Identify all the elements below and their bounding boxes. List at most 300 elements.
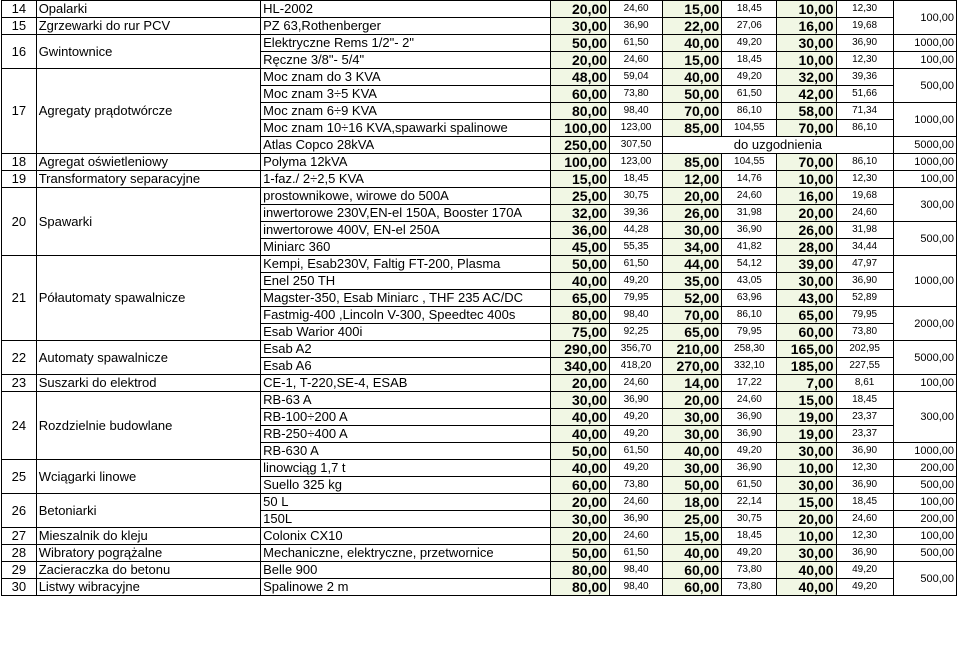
price-3-gross: 31,98 bbox=[836, 222, 893, 239]
price-1-gross: 98,40 bbox=[610, 103, 663, 120]
price-2-net: 44,00 bbox=[663, 256, 722, 273]
category-name: Gwintownice bbox=[36, 35, 260, 69]
price-3-net: 65,00 bbox=[777, 307, 836, 324]
price-2-gross: 31,98 bbox=[722, 205, 777, 222]
price-3-net: 19,00 bbox=[777, 409, 836, 426]
equipment-description: inwertorowe 400V, EN-el 250A bbox=[261, 222, 551, 239]
price-2-gross: 63,96 bbox=[722, 290, 777, 307]
price-3-net: 70,00 bbox=[777, 154, 836, 171]
price-3-net: 30,00 bbox=[777, 35, 836, 52]
price-1-net: 100,00 bbox=[550, 120, 609, 137]
price-2-gross: 22,14 bbox=[722, 494, 777, 511]
price-2-net: 15,00 bbox=[663, 1, 722, 18]
price-2-net: 35,00 bbox=[663, 273, 722, 290]
price-2-net: 30,00 bbox=[663, 409, 722, 426]
price-1-net: 30,00 bbox=[550, 392, 609, 409]
equipment-description: 150L bbox=[261, 511, 551, 528]
price-1-net: 40,00 bbox=[550, 426, 609, 443]
category-name: Agregat oświetleniowy bbox=[36, 154, 260, 171]
equipment-description: Fastmig-400 ,Lincoln V-300, Speedtec 400s bbox=[261, 307, 551, 324]
price-2-gross: 258,30 bbox=[722, 341, 777, 358]
price-3-gross: 12,30 bbox=[836, 528, 893, 545]
table-row bbox=[2, 18, 957, 35]
category-name: Zacieraczka do betonu bbox=[36, 562, 260, 579]
negotiable-note: do uzgodnienia bbox=[663, 137, 894, 154]
price-2-gross: 36,90 bbox=[722, 409, 777, 426]
category-name: Wibratory pogrążalne bbox=[36, 545, 260, 562]
deposit-amount: 100,00 bbox=[893, 528, 956, 545]
price-3-net: 42,00 bbox=[777, 86, 836, 103]
price-2-net: 50,00 bbox=[663, 86, 722, 103]
category-name: Listwy wibracyjne bbox=[36, 579, 260, 596]
price-3-gross: 49,20 bbox=[836, 562, 893, 579]
price-2-net: 34,00 bbox=[663, 239, 722, 256]
price-1-net: 80,00 bbox=[550, 579, 609, 596]
equipment-description: Colonix CX10 bbox=[261, 528, 551, 545]
price-3-gross: 52,89 bbox=[836, 290, 893, 307]
equipment-description: CE-1, T-220,SE-4, ESAB bbox=[261, 375, 551, 392]
deposit-amount: 100,00 bbox=[893, 52, 956, 69]
table-row bbox=[2, 69, 957, 86]
price-3-net: 10,00 bbox=[777, 528, 836, 545]
category-name: Mieszalnik do kleju bbox=[36, 528, 260, 545]
price-3-gross: 18,45 bbox=[836, 494, 893, 511]
price-3-net: 7,00 bbox=[777, 375, 836, 392]
price-3-gross: 49,20 bbox=[836, 579, 893, 596]
equipment-description: Elektryczne Rems 1/2"- 2" bbox=[261, 35, 551, 52]
table-row bbox=[2, 1, 957, 18]
price-3-net: 70,00 bbox=[777, 120, 836, 137]
price-2-gross: 73,80 bbox=[722, 562, 777, 579]
price-3-net: 28,00 bbox=[777, 239, 836, 256]
table-row bbox=[2, 188, 957, 205]
table-row bbox=[2, 562, 957, 579]
price-3-net: 15,00 bbox=[777, 494, 836, 511]
price-1-net: 20,00 bbox=[550, 494, 609, 511]
price-1-gross: 55,35 bbox=[610, 239, 663, 256]
deposit-amount: 100,00 bbox=[893, 171, 956, 188]
price-2-net: 18,00 bbox=[663, 494, 722, 511]
price-3-gross: 202,95 bbox=[836, 341, 893, 358]
equipment-description: prostownikowe, wirowe do 500A bbox=[261, 188, 551, 205]
price-1-gross: 24,60 bbox=[610, 375, 663, 392]
price-2-gross: 24,60 bbox=[722, 392, 777, 409]
price-2-gross: 332,10 bbox=[722, 358, 777, 375]
price-1-net: 45,00 bbox=[550, 239, 609, 256]
table-body bbox=[2, 1, 957, 596]
price-2-gross: 27,06 bbox=[722, 18, 777, 35]
deposit-amount: 500,00 bbox=[893, 69, 956, 103]
deposit-amount: 500,00 bbox=[893, 562, 956, 596]
price-3-net: 60,00 bbox=[777, 324, 836, 341]
price-1-net: 48,00 bbox=[550, 69, 609, 86]
row-number: 17 bbox=[2, 69, 37, 154]
price-1-net: 80,00 bbox=[550, 307, 609, 324]
price-1-net: 40,00 bbox=[550, 460, 609, 477]
price-3-gross: 23,37 bbox=[836, 409, 893, 426]
row-number: 26 bbox=[2, 494, 37, 528]
price-1-net: 50,00 bbox=[550, 443, 609, 460]
category-name: Betoniarki bbox=[36, 494, 260, 528]
equipment-description: RB-630 A bbox=[261, 443, 551, 460]
equipment-description: PZ 63,Rothenberger bbox=[261, 18, 551, 35]
price-1-net: 20,00 bbox=[550, 52, 609, 69]
price-2-gross: 18,45 bbox=[722, 52, 777, 69]
row-number: 30 bbox=[2, 579, 37, 596]
equipment-description: Kempi, Esab230V, Faltig FT-200, Plasma bbox=[261, 256, 551, 273]
price-1-net: 50,00 bbox=[550, 256, 609, 273]
price-2-net: 40,00 bbox=[663, 35, 722, 52]
price-3-net: 26,00 bbox=[777, 222, 836, 239]
price-1-gross: 61,50 bbox=[610, 545, 663, 562]
price-1-gross: 24,60 bbox=[610, 52, 663, 69]
equipment-description: Esab A2 bbox=[261, 341, 551, 358]
price-3-net: 20,00 bbox=[777, 511, 836, 528]
price-2-net: 85,00 bbox=[663, 120, 722, 137]
price-2-net: 26,00 bbox=[663, 205, 722, 222]
price-2-gross: 49,20 bbox=[722, 69, 777, 86]
price-1-net: 50,00 bbox=[550, 545, 609, 562]
equipment-description: 50 L bbox=[261, 494, 551, 511]
price-3-net: 30,00 bbox=[777, 545, 836, 562]
price-2-net: 70,00 bbox=[663, 307, 722, 324]
row-number: 27 bbox=[2, 528, 37, 545]
price-3-net: 165,00 bbox=[777, 341, 836, 358]
price-1-net: 60,00 bbox=[550, 86, 609, 103]
row-number: 14 bbox=[2, 1, 37, 18]
equipment-description: Mechaniczne, elektryczne, przetwornice bbox=[261, 545, 551, 562]
price-2-net: 270,00 bbox=[663, 358, 722, 375]
price-3-gross: 12,30 bbox=[836, 171, 893, 188]
price-1-gross: 98,40 bbox=[610, 562, 663, 579]
price-1-gross: 123,00 bbox=[610, 154, 663, 171]
price-3-net: 32,00 bbox=[777, 69, 836, 86]
price-3-gross: 51,66 bbox=[836, 86, 893, 103]
equipment-description: Moc znam 10÷16 KVA,spawarki spalinowe bbox=[261, 120, 551, 137]
price-2-net: 25,00 bbox=[663, 511, 722, 528]
price-2-gross: 104,55 bbox=[722, 120, 777, 137]
equipment-description: Enel 250 TH bbox=[261, 273, 551, 290]
price-3-net: 39,00 bbox=[777, 256, 836, 273]
price-3-gross: 19,68 bbox=[836, 18, 893, 35]
row-number: 28 bbox=[2, 545, 37, 562]
category-name: Wciągarki linowe bbox=[36, 460, 260, 494]
price-2-net: 85,00 bbox=[663, 154, 722, 171]
table-row bbox=[2, 35, 957, 52]
price-2-net: 40,00 bbox=[663, 545, 722, 562]
price-1-net: 36,00 bbox=[550, 222, 609, 239]
price-1-gross: 61,50 bbox=[610, 256, 663, 273]
price-3-gross: 71,34 bbox=[836, 103, 893, 120]
row-number: 19 bbox=[2, 171, 37, 188]
category-name: Agregaty prądotwórcze bbox=[36, 69, 260, 154]
table-row bbox=[2, 154, 957, 171]
price-3-net: 40,00 bbox=[777, 562, 836, 579]
deposit-amount: 500,00 bbox=[893, 545, 956, 562]
price-1-gross: 36,90 bbox=[610, 392, 663, 409]
deposit-amount: 100,00 bbox=[893, 494, 956, 511]
price-3-gross: 86,10 bbox=[836, 154, 893, 171]
rental-price-table bbox=[1, 0, 957, 596]
price-3-gross: 36,90 bbox=[836, 545, 893, 562]
table-row bbox=[2, 375, 957, 392]
price-3-net: 40,00 bbox=[777, 579, 836, 596]
price-2-gross: 36,90 bbox=[722, 460, 777, 477]
price-3-gross: 39,36 bbox=[836, 69, 893, 86]
table-row bbox=[2, 341, 957, 358]
price-3-net: 10,00 bbox=[777, 171, 836, 188]
deposit-amount: 200,00 bbox=[893, 511, 956, 528]
price-1-gross: 92,25 bbox=[610, 324, 663, 341]
price-2-gross: 73,80 bbox=[722, 579, 777, 596]
price-2-net: 40,00 bbox=[663, 69, 722, 86]
price-2-net: 52,00 bbox=[663, 290, 722, 307]
equipment-description: Ręczne 3/8"- 5/4" bbox=[261, 52, 551, 69]
deposit-amount: 300,00 bbox=[893, 188, 956, 222]
price-2-gross: 61,50 bbox=[722, 477, 777, 494]
price-3-gross: 24,60 bbox=[836, 205, 893, 222]
equipment-description: RB-100÷200 A bbox=[261, 409, 551, 426]
table-row bbox=[2, 460, 957, 477]
price-2-gross: 36,90 bbox=[722, 222, 777, 239]
price-3-gross: 18,45 bbox=[836, 392, 893, 409]
price-2-net: 60,00 bbox=[663, 579, 722, 596]
category-name: Zgrzewarki do rur PCV bbox=[36, 18, 260, 35]
price-2-net: 210,00 bbox=[663, 341, 722, 358]
table-row bbox=[2, 171, 957, 188]
equipment-description: Moc znam do 3 KVA bbox=[261, 69, 551, 86]
price-1-net: 20,00 bbox=[550, 375, 609, 392]
category-name: Opalarki bbox=[36, 1, 260, 18]
deposit-amount: 5000,00 bbox=[893, 137, 956, 154]
category-name: Transformatory separacyjne bbox=[36, 171, 260, 188]
price-2-gross: 49,20 bbox=[722, 443, 777, 460]
row-number: 16 bbox=[2, 35, 37, 69]
price-2-net: 65,00 bbox=[663, 324, 722, 341]
price-3-gross: 36,90 bbox=[836, 273, 893, 290]
equipment-description: 1-faz./ 2÷2,5 KVA bbox=[261, 171, 551, 188]
price-1-net: 250,00 bbox=[550, 137, 609, 154]
price-3-net: 30,00 bbox=[777, 273, 836, 290]
deposit-amount: 500,00 bbox=[893, 477, 956, 494]
price-3-gross: 19,68 bbox=[836, 188, 893, 205]
price-1-gross: 418,20 bbox=[610, 358, 663, 375]
price-3-net: 19,00 bbox=[777, 426, 836, 443]
price-3-net: 10,00 bbox=[777, 1, 836, 18]
price-2-gross: 79,95 bbox=[722, 324, 777, 341]
price-3-net: 10,00 bbox=[777, 52, 836, 69]
price-2-net: 22,00 bbox=[663, 18, 722, 35]
price-1-gross: 36,90 bbox=[610, 511, 663, 528]
price-2-net: 60,00 bbox=[663, 562, 722, 579]
price-3-net: 185,00 bbox=[777, 358, 836, 375]
price-2-net: 12,00 bbox=[663, 171, 722, 188]
price-1-net: 100,00 bbox=[550, 154, 609, 171]
price-2-gross: 18,45 bbox=[722, 528, 777, 545]
price-1-gross: 49,20 bbox=[610, 460, 663, 477]
price-1-net: 40,00 bbox=[550, 273, 609, 290]
deposit-amount: 1000,00 bbox=[893, 35, 956, 52]
deposit-amount: 1000,00 bbox=[893, 256, 956, 307]
price-3-gross: 47,97 bbox=[836, 256, 893, 273]
price-2-net: 70,00 bbox=[663, 103, 722, 120]
price-2-gross: 41,82 bbox=[722, 239, 777, 256]
price-1-gross: 61,50 bbox=[610, 443, 663, 460]
equipment-description: Magster-350, Esab Miniarc , THF 235 AC/DC bbox=[261, 290, 551, 307]
price-3-gross: 36,90 bbox=[836, 477, 893, 494]
price-3-net: 15,00 bbox=[777, 392, 836, 409]
price-1-net: 60,00 bbox=[550, 477, 609, 494]
category-name: Automaty spawalnicze bbox=[36, 341, 260, 375]
price-1-net: 15,00 bbox=[550, 171, 609, 188]
row-number: 21 bbox=[2, 256, 37, 341]
table-row bbox=[2, 392, 957, 409]
price-3-gross: 23,37 bbox=[836, 426, 893, 443]
price-1-gross: 307,50 bbox=[610, 137, 663, 154]
price-2-gross: 36,90 bbox=[722, 426, 777, 443]
table-row bbox=[2, 579, 957, 596]
deposit-amount: 100,00 bbox=[893, 1, 956, 35]
price-2-gross: 49,20 bbox=[722, 545, 777, 562]
price-2-net: 15,00 bbox=[663, 528, 722, 545]
price-1-net: 30,00 bbox=[550, 18, 609, 35]
price-2-gross: 104,55 bbox=[722, 154, 777, 171]
price-3-net: 43,00 bbox=[777, 290, 836, 307]
price-3-gross: 86,10 bbox=[836, 120, 893, 137]
row-number: 25 bbox=[2, 460, 37, 494]
equipment-description: Polyma 12kVA bbox=[261, 154, 551, 171]
price-2-net: 30,00 bbox=[663, 222, 722, 239]
price-2-net: 14,00 bbox=[663, 375, 722, 392]
equipment-description: RB-250÷400 A bbox=[261, 426, 551, 443]
price-1-gross: 30,75 bbox=[610, 188, 663, 205]
price-2-net: 20,00 bbox=[663, 392, 722, 409]
price-3-gross: 36,90 bbox=[836, 35, 893, 52]
deposit-amount: 200,00 bbox=[893, 460, 956, 477]
row-number: 15 bbox=[2, 18, 37, 35]
deposit-amount: 5000,00 bbox=[893, 341, 956, 375]
price-1-gross: 98,40 bbox=[610, 307, 663, 324]
price-1-net: 340,00 bbox=[550, 358, 609, 375]
price-1-net: 290,00 bbox=[550, 341, 609, 358]
equipment-description: Esab A6 bbox=[261, 358, 551, 375]
price-1-net: 20,00 bbox=[550, 528, 609, 545]
price-1-gross: 44,28 bbox=[610, 222, 663, 239]
price-1-gross: 98,40 bbox=[610, 579, 663, 596]
price-1-net: 40,00 bbox=[550, 409, 609, 426]
price-3-net: 16,00 bbox=[777, 188, 836, 205]
price-3-gross: 24,60 bbox=[836, 511, 893, 528]
price-2-net: 30,00 bbox=[663, 426, 722, 443]
price-1-gross: 24,60 bbox=[610, 1, 663, 18]
price-1-net: 32,00 bbox=[550, 205, 609, 222]
price-3-gross: 8,61 bbox=[836, 375, 893, 392]
price-3-gross: 12,30 bbox=[836, 460, 893, 477]
price-2-gross: 30,75 bbox=[722, 511, 777, 528]
category-name: Spawarki bbox=[36, 188, 260, 256]
price-2-net: 30,00 bbox=[663, 460, 722, 477]
equipment-description: Spalinowe 2 m bbox=[261, 579, 551, 596]
price-3-gross: 12,30 bbox=[836, 1, 893, 18]
category-name: Półautomaty spawalnicze bbox=[36, 256, 260, 341]
price-1-gross: 73,80 bbox=[610, 477, 663, 494]
price-3-gross: 36,90 bbox=[836, 443, 893, 460]
equipment-description: Belle 900 bbox=[261, 562, 551, 579]
price-1-gross: 49,20 bbox=[610, 426, 663, 443]
price-3-net: 58,00 bbox=[777, 103, 836, 120]
price-3-net: 30,00 bbox=[777, 477, 836, 494]
price-3-gross: 73,80 bbox=[836, 324, 893, 341]
equipment-description: linowciąg 1,7 t bbox=[261, 460, 551, 477]
deposit-amount: 2000,00 bbox=[893, 307, 956, 341]
price-2-net: 50,00 bbox=[663, 477, 722, 494]
price-2-gross: 86,10 bbox=[722, 307, 777, 324]
equipment-description: Suello 325 kg bbox=[261, 477, 551, 494]
price-3-gross: 12,30 bbox=[836, 52, 893, 69]
price-2-gross: 86,10 bbox=[722, 103, 777, 120]
price-1-gross: 79,95 bbox=[610, 290, 663, 307]
row-number: 29 bbox=[2, 562, 37, 579]
table-row bbox=[2, 528, 957, 545]
price-2-gross: 61,50 bbox=[722, 86, 777, 103]
table-row bbox=[2, 494, 957, 511]
price-1-gross: 49,20 bbox=[610, 409, 663, 426]
price-1-gross: 24,60 bbox=[610, 528, 663, 545]
row-number: 22 bbox=[2, 341, 37, 375]
price-1-net: 25,00 bbox=[550, 188, 609, 205]
equipment-description: HL-2002 bbox=[261, 1, 551, 18]
row-number: 18 bbox=[2, 154, 37, 171]
price-2-net: 40,00 bbox=[663, 443, 722, 460]
equipment-description: Atlas Copco 28kVA bbox=[261, 137, 551, 154]
table-row bbox=[2, 256, 957, 273]
deposit-amount: 300,00 bbox=[893, 392, 956, 443]
equipment-description: Miniarc 360 bbox=[261, 239, 551, 256]
price-1-net: 65,00 bbox=[550, 290, 609, 307]
table-row bbox=[2, 545, 957, 562]
price-1-gross: 49,20 bbox=[610, 273, 663, 290]
price-3-net: 16,00 bbox=[777, 18, 836, 35]
price-1-gross: 24,60 bbox=[610, 494, 663, 511]
price-1-gross: 18,45 bbox=[610, 171, 663, 188]
price-1-net: 80,00 bbox=[550, 562, 609, 579]
row-number: 20 bbox=[2, 188, 37, 256]
price-2-gross: 49,20 bbox=[722, 35, 777, 52]
price-3-gross: 34,44 bbox=[836, 239, 893, 256]
price-1-gross: 61,50 bbox=[610, 35, 663, 52]
price-1-net: 75,00 bbox=[550, 324, 609, 341]
row-number: 24 bbox=[2, 392, 37, 460]
price-3-gross: 79,95 bbox=[836, 307, 893, 324]
category-name: Suszarki do elektrod bbox=[36, 375, 260, 392]
equipment-description: Moc znam 3÷5 KVA bbox=[261, 86, 551, 103]
deposit-amount: 100,00 bbox=[893, 375, 956, 392]
deposit-amount: 500,00 bbox=[893, 222, 956, 256]
price-3-net: 20,00 bbox=[777, 205, 836, 222]
equipment-description: RB-63 A bbox=[261, 392, 551, 409]
price-2-gross: 54,12 bbox=[722, 256, 777, 273]
price-1-gross: 59,04 bbox=[610, 69, 663, 86]
price-1-gross: 36,90 bbox=[610, 18, 663, 35]
equipment-description: inwertorowe 230V,EN-el 150A, Booster 170A bbox=[261, 205, 551, 222]
price-2-gross: 17,22 bbox=[722, 375, 777, 392]
deposit-amount: 1000,00 bbox=[893, 154, 956, 171]
equipment-description: Moc znam 6÷9 KVA bbox=[261, 103, 551, 120]
row-number: 23 bbox=[2, 375, 37, 392]
price-2-net: 15,00 bbox=[663, 52, 722, 69]
price-2-gross: 18,45 bbox=[722, 1, 777, 18]
price-1-gross: 73,80 bbox=[610, 86, 663, 103]
